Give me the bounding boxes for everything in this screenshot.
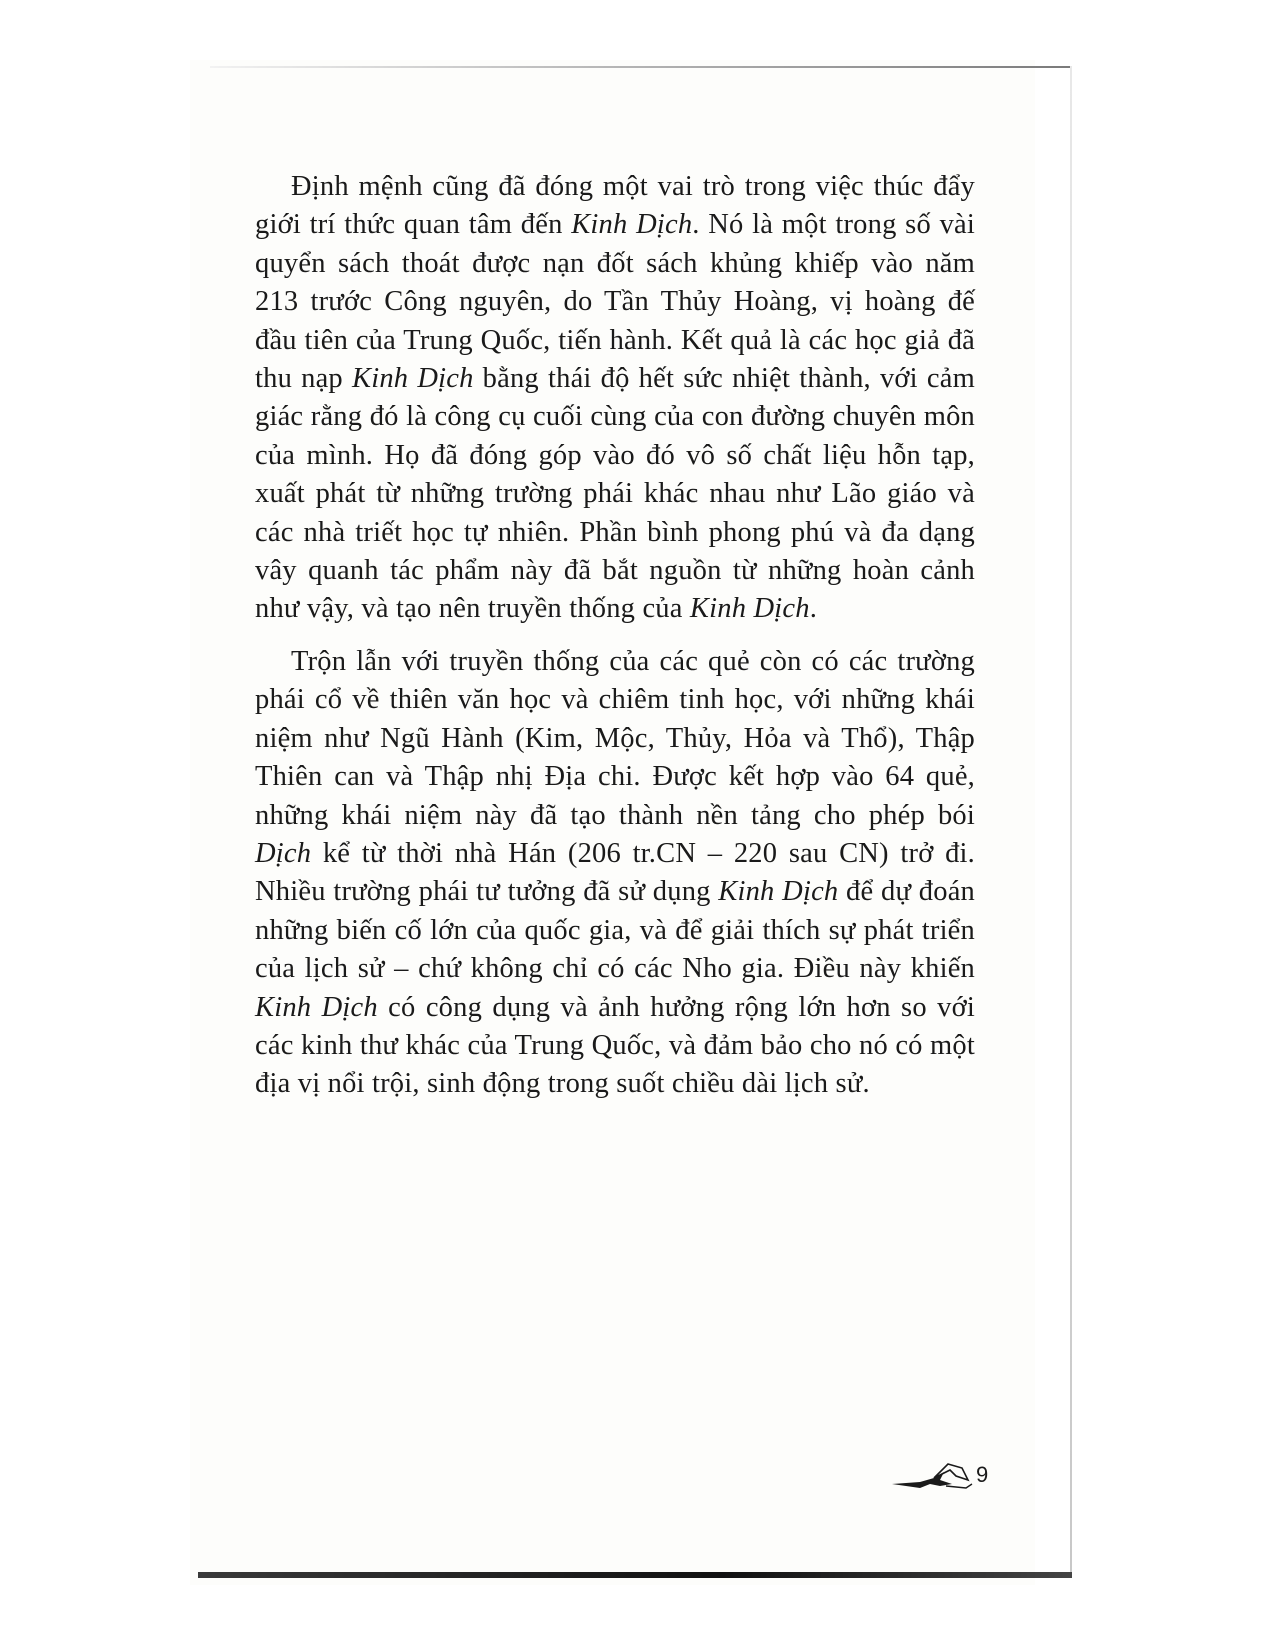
page-number: 9 (976, 1462, 989, 1487)
text-run: kể từ thời nhà Hán (206 tr.CN – 220 sau CN) trở đi. Nhiều trường phái tư tưởng đã sử dụng (255, 837, 975, 908)
italic-title: Kinh Dịch (718, 876, 839, 908)
paragraph-2 (255, 643, 975, 1104)
text-run: có công dụng và ảnh hưởng rộng lớn hơn so với các kinh thư khác của Trung Quốc, và đảm bảo cho nó có một địa vị nổi trội, sinh động trong suốt chiều dài lịch sử. (255, 991, 975, 1100)
italic-title: Kinh Dịch (255, 991, 378, 1023)
body-text (255, 168, 975, 1104)
text-run: Định mệnh cũng đã đóng một vai trò trong việc thúc đẩy giới trí thức quan tâm đến (255, 171, 975, 241)
page-footer (890, 1458, 1010, 1498)
italic-title: Kinh Dịch (571, 209, 693, 241)
text-run: . (809, 593, 818, 625)
text-run: bằng thái độ hết sức nhiệt thành, với cảm giác rằng đó là công cụ cuối cùng của con đường chuyên môn của mình. Họ đã đóng góp vào đó vô số chất liệu hỗn tạp, xuất phát từ những trường phái khác nhau như Lão giáo và các nhà triết học tự nhiên. Phần bình phong phú và đa dạng vây quanh tác phẩm này đã bắt nguồn từ những hoàn cảnh như vậy, và tạo nên truyền thống của (255, 363, 975, 625)
paragraph-1 (255, 168, 975, 629)
page-top-edge (210, 66, 1072, 68)
flying-crane-ornament-icon (890, 1458, 980, 1494)
italic-title: Kinh Dịch (352, 363, 474, 395)
text-run: Trộn lẫn với truyền thống của các quẻ còn có các trường phái cổ về thiên văn học và chiêm tinh học, với những khái niệm như Ngũ Hành (Kim, Mộc, Thủy, Hỏa và Thổ), Thập Thiên can và Thập nhị Địa chi. Được kết hợp vào 64 quẻ, những khái niệm này đã tạo thành nền tảng cho phép bói (255, 645, 975, 831)
text-run: để dự đoán những biến cố lớn của quốc gia, và để giải thích sự phát triển của lịch sử – chứ không chỉ có các Nho gia. Điều này khiến (255, 876, 975, 985)
italic-title: Kinh Dịch (689, 593, 810, 625)
page-bottom-edge (198, 1572, 1072, 1578)
text-run: . Nó là một trong số vài quyển sách thoát được nạn đốt sách khủng khiếp vào năm 213 trước Công nguyên, do Tần Thủy Hoàng, vị hoàng đế đầu tiên của Trung Quốc, tiến hành. Kết quả là các học giả đã thu nạp (255, 209, 976, 395)
italic-title: Dịch (255, 837, 312, 869)
page-right-edge (1070, 66, 1072, 1576)
